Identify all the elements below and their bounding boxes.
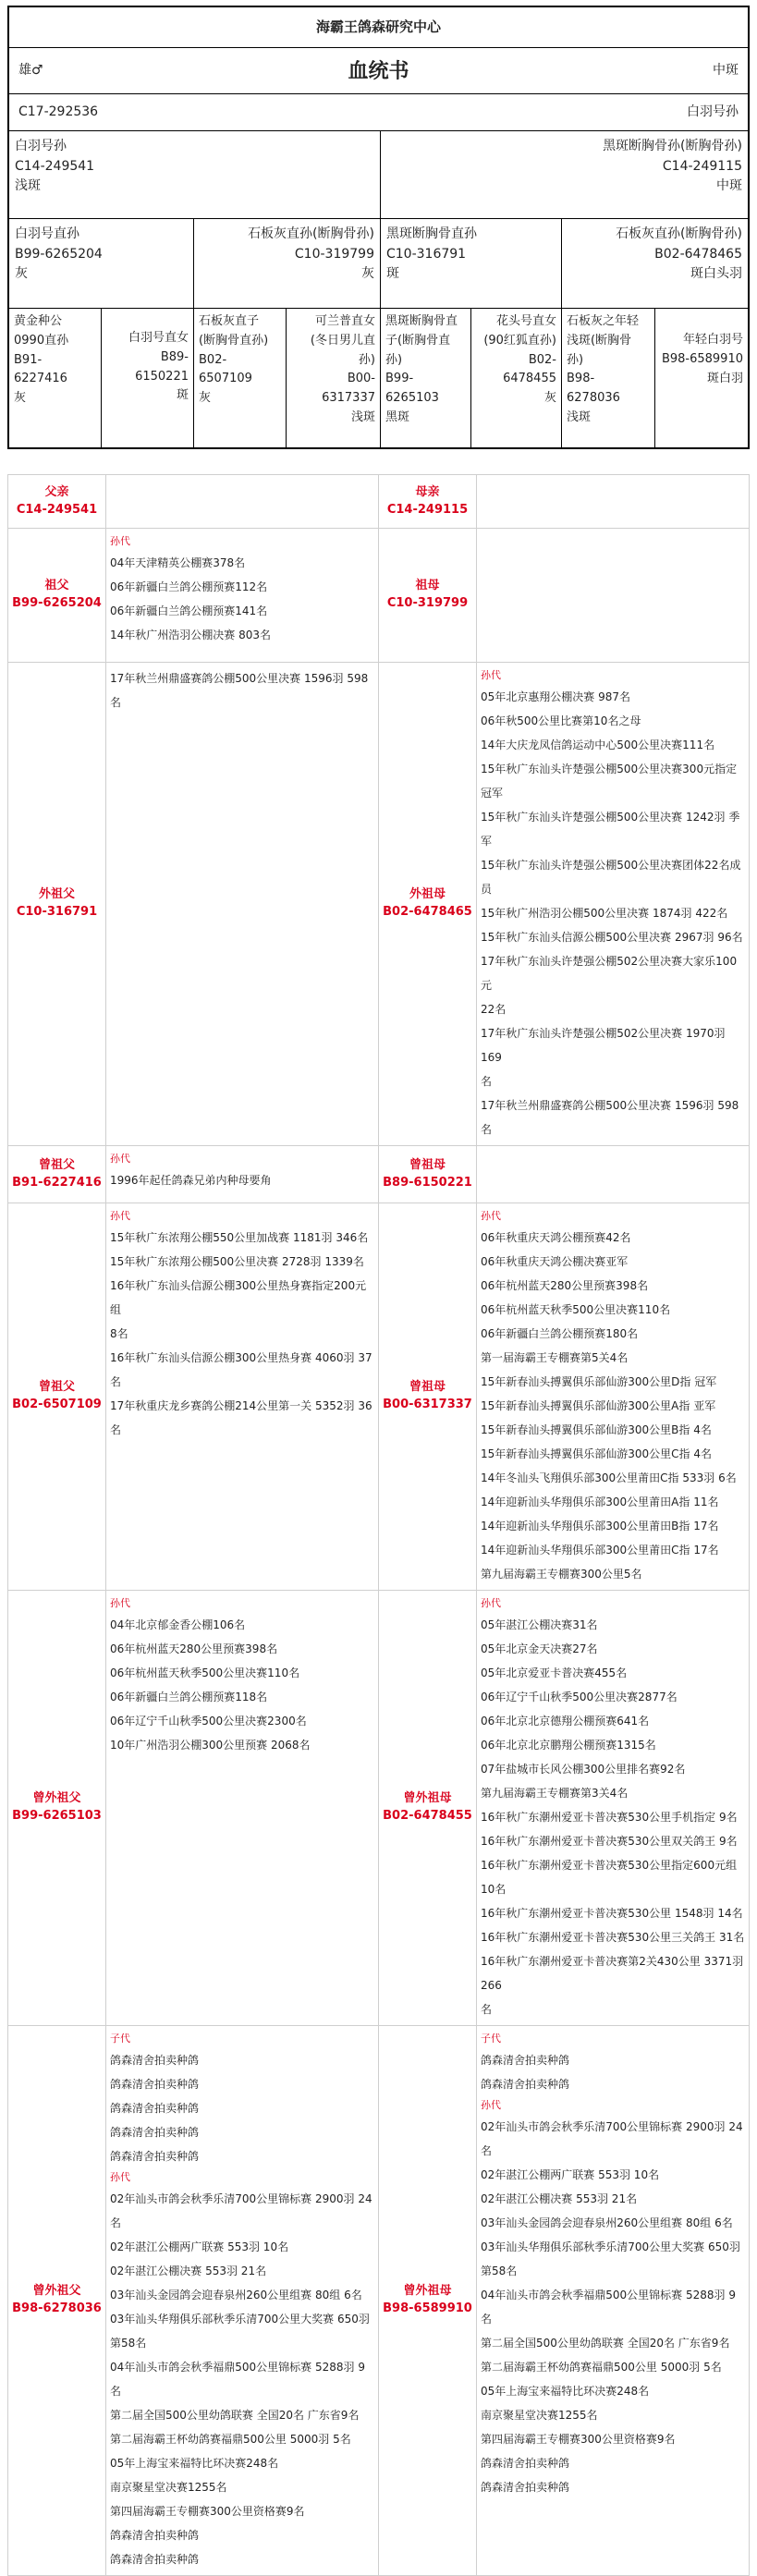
achievement-cell: [477, 1591, 750, 2026]
ancestor-color: 灰: [15, 266, 28, 282]
ancestor-line: 灰: [199, 391, 212, 406]
great-grandparent-cell: [9, 309, 102, 449]
ancestor-line: 黑斑: [385, 409, 410, 424]
section-heading: 孙代: [110, 2171, 130, 2183]
ancestor-line: 孙): [385, 352, 403, 367]
ancestor-line: 可兰普直女: [314, 314, 375, 328]
achievement-line: 15年秋广东汕头许楚强公棚500公里决赛300元指定: [481, 763, 738, 775]
grandparent-cell: [194, 219, 381, 308]
achievement-line: 第九届海霸王专棚赛300公里5名: [481, 1568, 642, 1581]
achievement-line: 02年汕头市鸽会秋季乐清700公里锦标赛 2900羽 24: [110, 2192, 372, 2205]
achievement-line: 05年上海宝来福特比环决赛248名: [110, 2457, 279, 2470]
role-label: 母亲: [415, 484, 440, 499]
achievement-line: 第二届全国500公里幼鸽联赛 全国20名 广东省9名: [110, 2409, 360, 2422]
achievement-line: 员: [481, 883, 493, 896]
ancestor-label-cell: [8, 529, 106, 663]
ancestor-label-cell: [379, 1591, 477, 2026]
role-label: 曾外祖母: [403, 2284, 452, 2299]
ancestor-name: 黑斑断胸骨直孙: [386, 226, 477, 241]
achievement-line: 10年广州浩羽公棚300公里预赛 2068名: [110, 1739, 311, 1752]
achievement-line: 16年秋广东潮州爱亚卡普决赛530公里手机指定 9名: [481, 1811, 738, 1824]
ring-label: B00-6317337: [383, 1398, 472, 1411]
achievement-line: 鸽森清舍拍卖种鸽: [110, 2126, 200, 2139]
achievement-line: 06年新疆白兰鸽公棚预赛180名: [481, 1327, 639, 1340]
ring-label: B98-6589910: [383, 2301, 472, 2315]
ancestor-line: 6227416: [14, 372, 67, 386]
ring-number: C17-292536: [18, 104, 99, 119]
ancestor-row: [8, 529, 750, 663]
achievement-line: 鸽森清舍拍卖种鸽: [481, 2457, 570, 2470]
achievement-line: 17年秋兰州鼎盛赛鸽公棚500公里决赛 1596羽 598名: [110, 672, 369, 709]
achievement-line: 10名: [481, 1883, 507, 1896]
org-name: 海霸王鸽森研究中心: [9, 7, 748, 48]
grandparent-cell: [562, 219, 748, 308]
father-cell: [9, 131, 381, 218]
achievement-cell: [477, 663, 750, 1146]
parents-row: [9, 131, 748, 219]
section-heading: 孙代: [481, 669, 501, 681]
section-heading: 孙代: [110, 1153, 130, 1165]
achievement-line: 15年秋广东浓翔公棚550公里加战赛 1181羽 346名: [110, 1231, 369, 1244]
ancestor-label-cell: [8, 1203, 106, 1591]
ancestor-ring: B02-6478465: [654, 246, 742, 262]
achievement-cell: [106, 663, 379, 1146]
achievement-line: 02年汕头市鸽会秋季乐清700公里锦标赛 2900羽 24: [481, 2120, 743, 2133]
achievement-line: 南京聚星堂决赛1255名: [481, 2409, 598, 2422]
great-grandparents-row: [9, 309, 748, 449]
ancestor-label-cell: [8, 1591, 106, 2026]
ring-label: B99-6265204: [12, 596, 102, 610]
achievement-line: 15年新春汕头搏翼俱乐部仙游300公里A指 亚军: [481, 1399, 716, 1412]
achievement-line: 06年新疆白兰鸽公棚预赛118名: [110, 1691, 268, 1703]
achievement-line: 04年天津精英公棚赛378名: [110, 556, 246, 569]
achievement-line: 名: [110, 2216, 122, 2229]
achievement-line: 06年辽宁千山秋季500公里决赛2300名: [110, 1715, 307, 1728]
ring-label: C10-319799: [386, 596, 469, 610]
achievement-line: 14年迎新汕头华翔俱乐部300公里莆田B指 17名: [481, 1520, 719, 1532]
achievement-line: 17年秋广东汕头许楚强公棚502公里决赛 1970羽 169: [481, 1027, 726, 1064]
achievement-line: 16年秋广东潮州爱亚卡普决赛530公里双关鸽王 9名: [481, 1835, 738, 1848]
ancestor-row: [8, 2026, 750, 2576]
achievement-line: 15年秋广东汕头信源公棚500公里决赛 2967羽 96名: [481, 931, 743, 944]
ancestor-line: B98-6589910: [661, 351, 743, 366]
achievement-line: 03年汕头金园鸽会迎春泉州260公里组赛 80组 6名: [110, 2289, 362, 2301]
ring-label: B02-6507109: [12, 1398, 102, 1411]
section-heading: 孙代: [110, 1597, 130, 1609]
ancestor-line: 6150221: [135, 369, 189, 384]
ancestor-line: 石板灰之年轻: [567, 314, 640, 328]
ring-label: B89-6150221: [383, 1175, 472, 1190]
ancestor-label-cell: [8, 2026, 106, 2576]
section-heading: 子代: [110, 2033, 130, 2045]
ancestor-line: B00-: [347, 372, 375, 386]
great-grandparent-cell: [655, 309, 748, 449]
achievement-line: 17年秋广东汕头许楚强公棚502公里决赛大家乐100元: [481, 955, 738, 992]
ancestor-line: 黑斑断胸骨直子(断胸骨直: [385, 314, 458, 348]
section-heading: 子代: [481, 2033, 501, 2045]
ancestor-line: 浅斑: [567, 409, 592, 424]
achievement-line: 第二届海霸王杯幼鸽赛福鼎500公里 5000羽 5名: [110, 2433, 351, 2446]
role-label: 曾外祖父: [32, 2284, 81, 2299]
achievement-line: 鸽森清舍拍卖种鸽: [110, 2054, 200, 2067]
ancestor-line: 6507109: [199, 372, 252, 386]
achievement-line: 05年上海宝来福特比环决赛248名: [481, 2385, 650, 2398]
ancestor-row: [8, 1203, 750, 1591]
ancestor-line: 花头号直女: [495, 314, 556, 328]
father-ring: C14-249541: [15, 158, 95, 174]
role-label: 曾外祖母: [403, 1791, 452, 1806]
achievement-cell: [477, 2026, 750, 2576]
achievement-line: 16年秋广东汕头信源公棚300公里热身赛指定200元组: [110, 1279, 367, 1316]
achievement-line: 04年北京郁金香公棚106名: [110, 1618, 246, 1631]
mother-name: 黑斑断胸骨孙(断胸骨孙): [603, 139, 742, 153]
ancestor-label-cell: [379, 1203, 477, 1591]
achievement-line: 06年北京北京鹏翔公棚预赛1315名: [481, 1739, 656, 1752]
achievement-cell: [106, 1146, 379, 1203]
achievement-line: 05年湛江公棚决赛31名: [481, 1618, 598, 1631]
ancestor-line: (断胸骨直孙): [199, 333, 269, 348]
ring-row: [9, 94, 748, 131]
grandparents-row: [9, 219, 748, 309]
ring-label: B02-6478455: [383, 1809, 472, 1823]
ancestor-label-cell: [379, 529, 477, 663]
role-label: 曾祖父: [38, 1157, 75, 1172]
achievement-line: 15年新春汕头搏翼俱乐部仙游300公里B指 4名: [481, 1423, 712, 1436]
achievement-line: 06年秋重庆天鸿公棚预赛42名: [481, 1231, 631, 1244]
achievement-line: 02年湛江公棚决赛 553羽 21名: [110, 2265, 267, 2277]
ancestor-row: [8, 1591, 750, 2026]
ring-label: B99-6265103: [12, 1809, 102, 1823]
achievement-line: 第九届海霸王专棚赛第3关4名: [481, 1787, 629, 1800]
achievement-line: 冠军: [481, 787, 504, 800]
achievement-line: 06年辽宁千山秋季500公里决赛2877名: [481, 1691, 678, 1703]
achievement-line: 15年新春汕头搏翼俱乐部仙游300公里C指 4名: [481, 1447, 713, 1460]
achievement-line: 15年新春汕头搏翼俱乐部仙游300公里D指 冠军: [481, 1375, 717, 1388]
achievement-line: 22名: [481, 1003, 507, 1016]
great-grandparent-cell: [562, 309, 655, 449]
ancestor-line: B89-: [160, 349, 189, 364]
achievement-line: 06年北京北京德翔公棚预赛641名: [481, 1715, 650, 1728]
grandparent-cell: [381, 219, 562, 308]
achievement-line: 8名: [110, 1327, 128, 1340]
page-title: 血统书: [348, 60, 409, 83]
achievement-line: 03年汕头金园鸽会迎春泉州260公里组赛 80组 6名: [481, 2216, 733, 2229]
achievement-line: 06年杭州蓝天秋季500公里决赛110名: [110, 1666, 300, 1679]
great-grandparent-cell: [471, 309, 562, 449]
ancestor-line: 6478455: [503, 372, 556, 386]
mother-color: 中斑: [716, 178, 742, 194]
ancestor-line: 0990直孙: [14, 333, 69, 348]
father-name: 白羽号孙: [15, 139, 67, 153]
achievement-line: 06年新疆白兰鸽公棚预赛112名: [110, 580, 268, 593]
ancestor-line: B98-: [567, 372, 595, 386]
ancestor-line: 6317337: [322, 391, 375, 406]
role-label: 曾祖母: [409, 1380, 446, 1395]
ancestor-line: (90红狐直孙): [483, 333, 556, 348]
achievement-line: 05年北京惠翔公棚决赛 987名: [481, 690, 630, 703]
father-label-cell: [8, 475, 106, 529]
ancestor-line: 灰: [543, 391, 556, 406]
ring-label: B91-6227416: [12, 1175, 102, 1190]
achievement-line: 16年秋广东潮州爱亚卡普决赛第2关430公里 3371羽 266: [481, 1955, 744, 1992]
achievement-line: 名: [110, 1423, 122, 1436]
ancestor-line: 浅斑(断胸骨: [567, 333, 632, 348]
ancestor-row: [8, 1146, 750, 1203]
ancestor-line: 灰: [14, 391, 27, 406]
achievement-line: 14年冬汕头飞翔俱乐部300公里莆田C指 533羽 6名: [481, 1471, 737, 1484]
achievement-line: 南京聚星堂决赛1255名: [110, 2481, 227, 2494]
title-row: [9, 48, 748, 94]
ancestor-color: 灰: [361, 266, 374, 282]
pedigree-chart: [7, 6, 750, 449]
achievement-cell: [106, 1591, 379, 2026]
ancestor-color: 斑: [386, 266, 399, 282]
ancestor-line: 白羽号直女: [128, 331, 189, 345]
achievement-line: 14年迎新汕头华翔俱乐部300公里莆田A指 11名: [481, 1496, 719, 1508]
ring-label: C10-316791: [16, 905, 98, 919]
ancestor-line: 年轻白羽号: [682, 333, 743, 347]
ancestor-label-cell: [379, 2026, 477, 2576]
achievement-line: 06年新疆白兰鸽公棚预赛141名: [110, 604, 268, 617]
achievement-line: 第四届海霸王专棚赛300公里资格赛9名: [481, 2433, 676, 2446]
role-label: 祖母: [415, 579, 440, 593]
ancestor-line: (冬日男儿直: [310, 333, 375, 348]
achievement-line: 鸽森清舍拍卖种鸽: [481, 2054, 570, 2067]
achievement-line: 第一届海霸王专棚赛第5关4名: [481, 1351, 629, 1364]
achievement-line: 05年北京爱亚卡普决赛455名: [481, 1666, 628, 1679]
achievement-line: 06年杭州蓝天280公里预赛398名: [481, 1279, 649, 1292]
achievement-line: 鸽森清舍拍卖种鸽: [110, 2102, 200, 2115]
role-label: 曾祖父: [38, 1380, 75, 1395]
achievement-cell: [477, 1146, 750, 1203]
ancestor-label-cell: [8, 1146, 106, 1203]
section-heading: 孙代: [110, 1210, 130, 1222]
ancestor-line: B99-: [385, 372, 414, 386]
ring-label: C14-249541: [16, 502, 98, 517]
ancestor-ring: C10-319799: [294, 246, 374, 262]
achievement-line: 06年秋重庆天鸿公棚决赛亚军: [481, 1255, 629, 1268]
ring-label: B02-6478465: [383, 905, 472, 919]
achievement-line: 03年汕头华翔俱乐部秋季乐清700公里大奖赛 650羽: [481, 2240, 740, 2253]
great-grandparent-cell: [194, 309, 287, 449]
achievement-line: 14年秋广州浩羽公棚决赛 803名: [110, 629, 271, 641]
ancestor-color: 斑白头羽: [690, 266, 742, 282]
ancestor-line: 孙): [358, 352, 375, 367]
achievement-line: 06年杭州蓝天秋季500公里决赛110名: [481, 1303, 671, 1316]
achievement-line: 06年秋500公里比赛第10名之母: [481, 714, 641, 727]
achievement-line: 04年汕头市鸽会秋季福鼎500公里锦标赛 5288羽 9名: [110, 2361, 365, 2398]
achievement-line: 15年秋广东汕头许楚强公棚500公里决赛 1242羽 季军: [481, 811, 740, 848]
ancestor-line: B02-: [199, 352, 227, 367]
achievement-line: 鸽森清舍拍卖种鸽: [110, 2078, 200, 2091]
achievement-line: 02年湛江公棚两广联赛 553羽 10名: [481, 2168, 660, 2181]
father-content-cell: [106, 475, 379, 529]
ancestor-line: 6278036: [567, 391, 620, 406]
achievement-line: 06年杭州蓝天280公里预赛398名: [110, 1642, 278, 1655]
mother-content-cell: [477, 475, 750, 529]
achievement-line: 名: [110, 1375, 122, 1388]
achievement-cell: [477, 529, 750, 663]
ancestor-line: 石板灰直子: [199, 314, 260, 328]
great-grandparent-cell: [381, 309, 471, 449]
achievement-line: 03年汕头华翔俱乐部秋季乐清700公里大奖赛 650羽: [110, 2313, 370, 2326]
ancestor-line: B91-: [14, 352, 43, 367]
ring-label: B98-6278036: [12, 2301, 102, 2315]
section-heading: 孙代: [481, 2099, 501, 2111]
mother-ring: C14-249115: [662, 158, 742, 174]
role-label: 外祖母: [409, 887, 446, 902]
parents-header-row: [8, 475, 750, 529]
achievement-line: 鸽森清舍拍卖种鸽: [481, 2078, 570, 2091]
ancestor-line: 孙): [567, 352, 584, 367]
achievement-line: 16年秋广东潮州爱亚卡普决赛530公里 1548羽 14名: [481, 1907, 743, 1920]
achievement-line: 名: [481, 2144, 493, 2157]
role-label: 父亲: [44, 484, 69, 499]
achievement-line: 02年湛江公棚决赛 553羽 21名: [481, 2192, 638, 2205]
achievement-line: 02年湛江公棚两广联赛 553羽 10名: [110, 2240, 289, 2253]
section-heading: 孙代: [481, 1597, 501, 1609]
role-label: 外祖父: [38, 887, 75, 902]
ancestor-line: 黄金种公: [14, 314, 63, 328]
ring-label: C14-249115: [386, 502, 469, 517]
great-grandparent-cell: [287, 309, 381, 449]
achievement-line: 14年迎新汕头华翔俱乐部300公里莆田C指 17名: [481, 1544, 719, 1557]
role-label: 祖父: [44, 579, 69, 593]
achievement-line: 15年秋广东浓翔公棚500公里决赛 2728羽 1339名: [110, 1255, 364, 1268]
achievement-line: 1996年起任鸽森兄弟内种母要角: [110, 1174, 272, 1187]
achievement-cell: [106, 529, 379, 663]
ancestor-detail-table: [7, 474, 750, 2576]
section-heading: 孙代: [481, 1210, 501, 1222]
ancestor-row: [8, 663, 750, 1146]
bird-color: 白羽号孙: [687, 104, 739, 119]
achievement-line: 第58名: [481, 2265, 518, 2277]
achievement-line: 16年秋广东潮州爱亚卡普决赛530公里指定600元组: [481, 1859, 738, 1872]
achievement-line: 07年盐城市长风公棚300公里排名赛92名: [481, 1763, 686, 1776]
achievement-line: 16年秋广东潮州爱亚卡普决赛530公里三关鸽王 31名: [481, 1931, 745, 1944]
role-label: 曾祖母: [409, 1157, 446, 1172]
ancestor-line: 浅斑: [350, 409, 375, 424]
achievement-cell: [106, 2026, 379, 2576]
role-label: 曾外祖父: [32, 1791, 81, 1806]
achievement-line: 第四届海霸王专棚赛300公里资格赛9名: [110, 2505, 305, 2518]
achievement-line: 名: [481, 1075, 493, 1088]
ancestor-line: B02-: [528, 352, 556, 367]
ancestor-label-cell: [8, 663, 106, 1146]
achievement-line: 05年北京金天决赛27名: [481, 1642, 598, 1655]
ancestor-name: 石板灰直孙(断胸骨孙): [248, 226, 374, 241]
achievement-line: 15年秋广州浩羽公棚500公里决赛 1874羽 422名: [481, 907, 728, 920]
achievement-line: 16年秋广东汕头信源公棚300公里热身赛 4060羽 37: [110, 1351, 372, 1364]
ancestor-line: 斑: [176, 388, 189, 403]
mother-cell: [381, 131, 748, 218]
father-color: 浅斑: [15, 178, 41, 194]
achievement-line: 第58名: [110, 2337, 147, 2350]
achievement-line: 04年汕头市鸽会秋季福鼎500公里锦标赛 5288羽 9名: [481, 2289, 736, 2326]
achievement-cell: [106, 1203, 379, 1591]
size-label: 中斑: [713, 63, 739, 78]
ancestor-name: 石板灰直孙(断胸骨孙): [616, 226, 742, 241]
achievement-line: 17年秋兰州鼎盛赛鸽公棚500公里决赛 1596羽 598名: [481, 1099, 739, 1136]
great-grandparent-cell: [102, 309, 194, 449]
achievement-line: 15年秋广东汕头许楚强公棚500公里决赛团体22名成: [481, 859, 741, 872]
ancestor-ring: B99-6265204: [15, 246, 103, 262]
ancestor-name: 白羽号直孙: [15, 226, 79, 241]
achievement-line: 鸽森清舍拍卖种鸽: [110, 2553, 200, 2566]
ancestor-ring: C10-316791: [386, 246, 467, 262]
achievement-line: 14年大庆龙凤信鸽运动中心500公里决赛111名: [481, 739, 715, 751]
ancestor-label-cell: [379, 1146, 477, 1203]
section-heading: 孙代: [110, 535, 130, 547]
achievement-line: 鸽森清舍拍卖种鸽: [110, 2150, 200, 2163]
achievement-line: 17年秋重庆龙乡赛鸽公棚214公里第一关 5352羽 36: [110, 1399, 372, 1412]
sex-label: 雄♂: [18, 63, 43, 78]
achievement-line: 第二届海霸王杯幼鸽赛福鼎500公里 5000羽 5名: [481, 2361, 722, 2374]
achievement-line: 名: [481, 2003, 493, 2016]
achievement-line: 鸽森清舍拍卖种鸽: [110, 2529, 200, 2542]
ancestor-line: 6265103: [385, 391, 439, 406]
ancestor-label-cell: [379, 663, 477, 1146]
mother-label-cell: [379, 475, 477, 529]
grandparent-cell: [9, 219, 194, 308]
achievement-line: 鸽森清舍拍卖种鸽: [481, 2481, 570, 2494]
achievement-cell: [477, 1203, 750, 1591]
ancestor-line: 斑白羽: [706, 371, 743, 385]
achievement-line: 第二届全国500公里幼鸽联赛 全国20名 广东省9名: [481, 2337, 730, 2350]
